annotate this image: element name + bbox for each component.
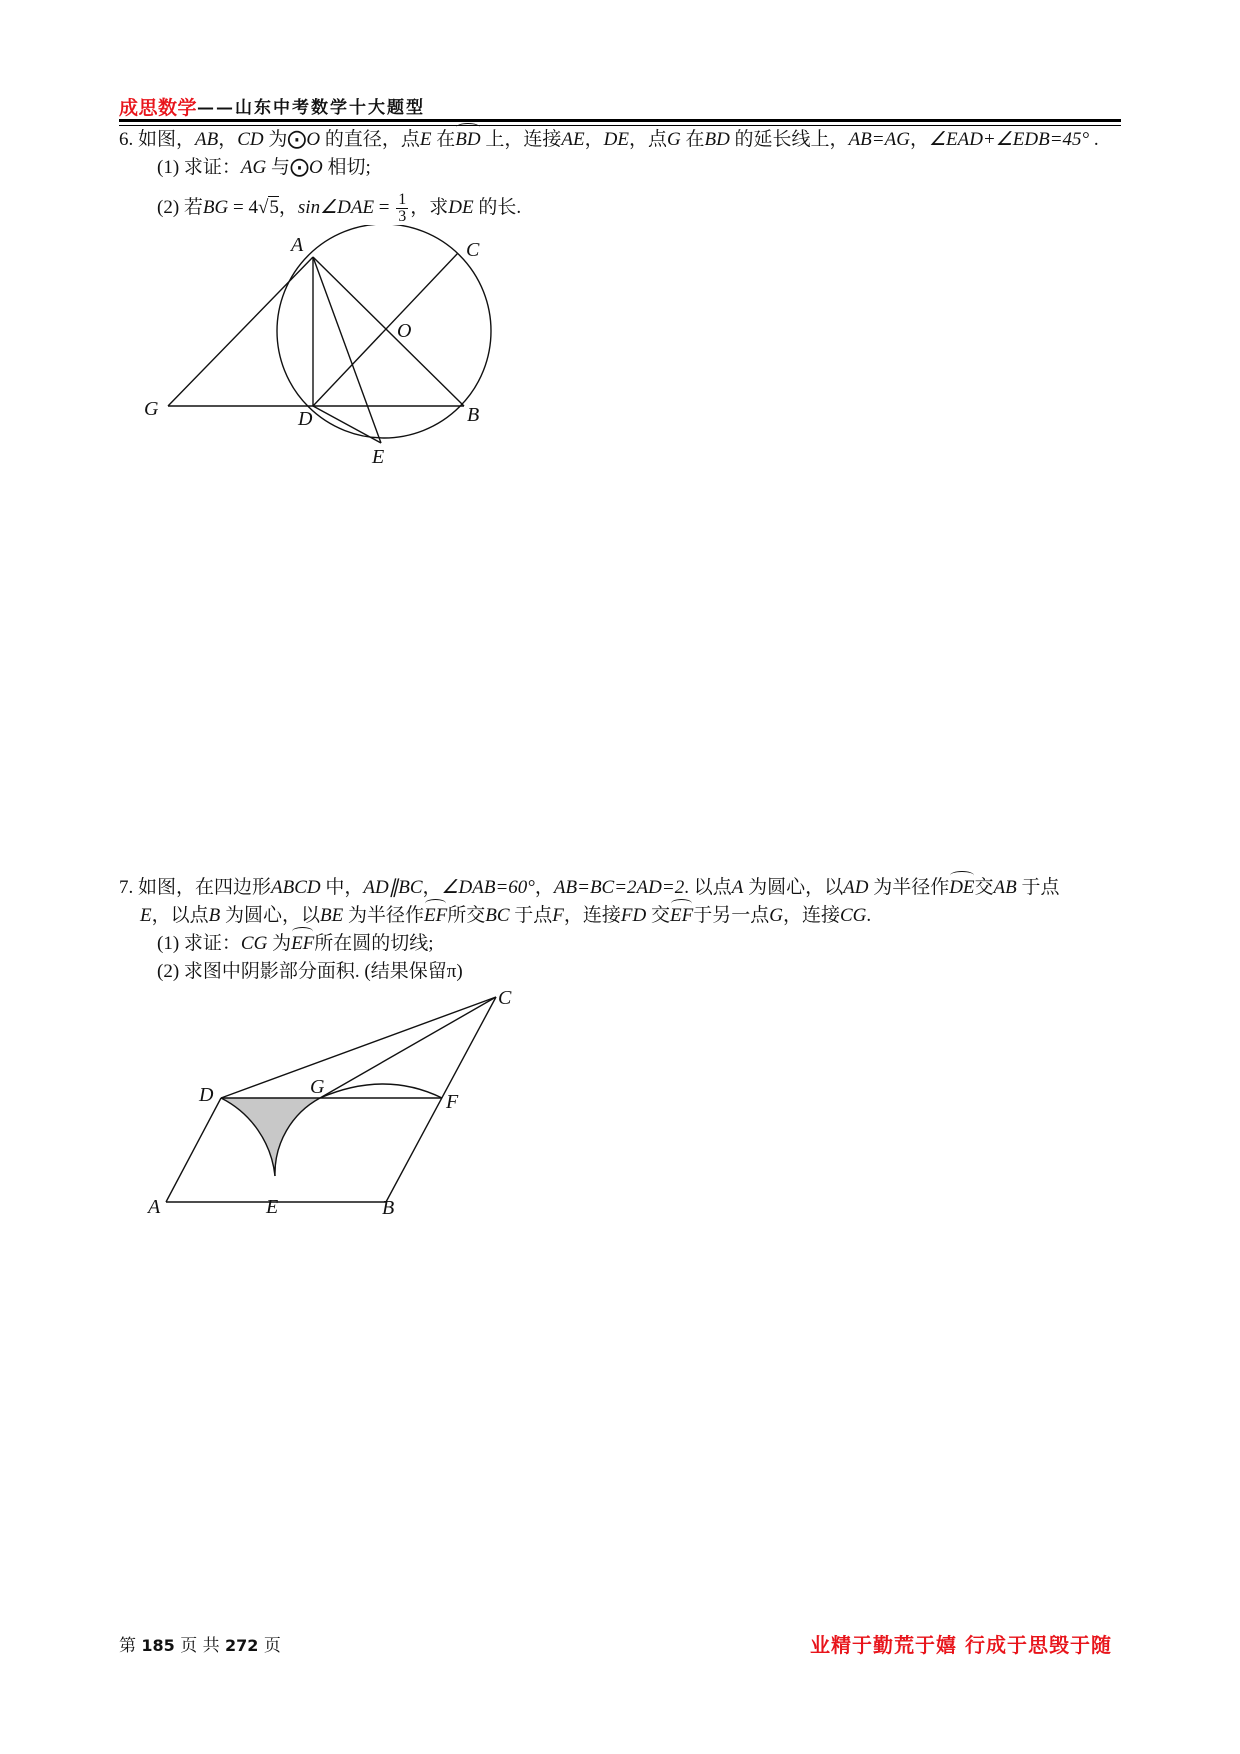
q6-part1: (1) 求证：AG 与⨀O 相切; bbox=[157, 157, 371, 178]
label-a: A bbox=[291, 234, 304, 256]
arc-de: DE bbox=[949, 877, 975, 898]
q7-line2: E，以点B 为圆心，以BE 为半径作EF所交BC 于点F，连接FD 交EF于另一点G，连接CG. bbox=[140, 905, 872, 926]
label-b: B bbox=[467, 404, 480, 426]
q7-part1: (1) 求证：CG 为EF所在圆的切线; bbox=[157, 933, 434, 954]
page-number: 第 185 页 共 272 页 bbox=[119, 1636, 281, 1656]
segment-de bbox=[313, 406, 381, 443]
label-c: C bbox=[498, 987, 512, 1009]
q6-stem: 6. 如图，AB，CD 为⨀O 的直径，点E 在BD 上，连接AE，DE，点G 在BD 的延长线上，AB=AG，∠EAD+∠EDB=45° . bbox=[119, 129, 1099, 150]
q7-line1: 7. 如图，在四边形ABCD 中，AD∥BC，∠DAB=60°，AB=BC=2AD=2. 以点A 为圆心，以AD 为半径作DE交AB 于点 bbox=[119, 877, 1060, 898]
q6-figure bbox=[140, 225, 520, 465]
label-e: E bbox=[266, 1196, 279, 1218]
segment-bc bbox=[386, 997, 496, 1202]
segment-ab bbox=[313, 257, 464, 406]
arc-ef-3: EF bbox=[291, 933, 315, 954]
arc-ef: EF bbox=[423, 905, 448, 926]
arc-ef-2: EF bbox=[669, 905, 694, 926]
label-g: G bbox=[144, 398, 159, 420]
segment-ad bbox=[166, 1098, 221, 1202]
segment-dc bbox=[313, 253, 458, 406]
brand-title: 成思数学 bbox=[119, 97, 198, 119]
label-f: F bbox=[446, 1091, 459, 1113]
label-b: B bbox=[382, 1197, 395, 1219]
q7-figure bbox=[140, 985, 520, 1230]
segment-ae bbox=[313, 257, 381, 443]
label-d: D bbox=[199, 1084, 214, 1106]
label-o: O bbox=[397, 320, 412, 342]
fraction-one-third: $\frac{1}{3}$ bbox=[398, 191, 407, 225]
shaded-region bbox=[221, 1098, 320, 1176]
label-e: E bbox=[372, 446, 385, 465]
arc-bd: BD bbox=[455, 129, 481, 150]
label-a: A bbox=[148, 1196, 161, 1218]
header-rule-thick bbox=[119, 119, 1121, 122]
page-header bbox=[119, 90, 1121, 120]
label-g: G bbox=[310, 1076, 325, 1098]
segment-dc bbox=[221, 997, 496, 1098]
series-subtitle: ——山东中考数学十大题型 bbox=[197, 98, 425, 118]
footer-motto: 业精于勤荒于嬉 行成于思毁于随 bbox=[810, 1633, 1112, 1657]
label-d: D bbox=[298, 408, 313, 430]
q6-part2: (2) 若BG = 4√5，sin∠DAE = $\frac{1}{3}$ ，求DE 的长. bbox=[157, 191, 522, 225]
q7-part2: (2) 求图中阴影部分面积. (结果保留π) bbox=[157, 961, 463, 982]
header-rule-thin bbox=[119, 125, 1121, 126]
label-c: C bbox=[466, 239, 480, 261]
